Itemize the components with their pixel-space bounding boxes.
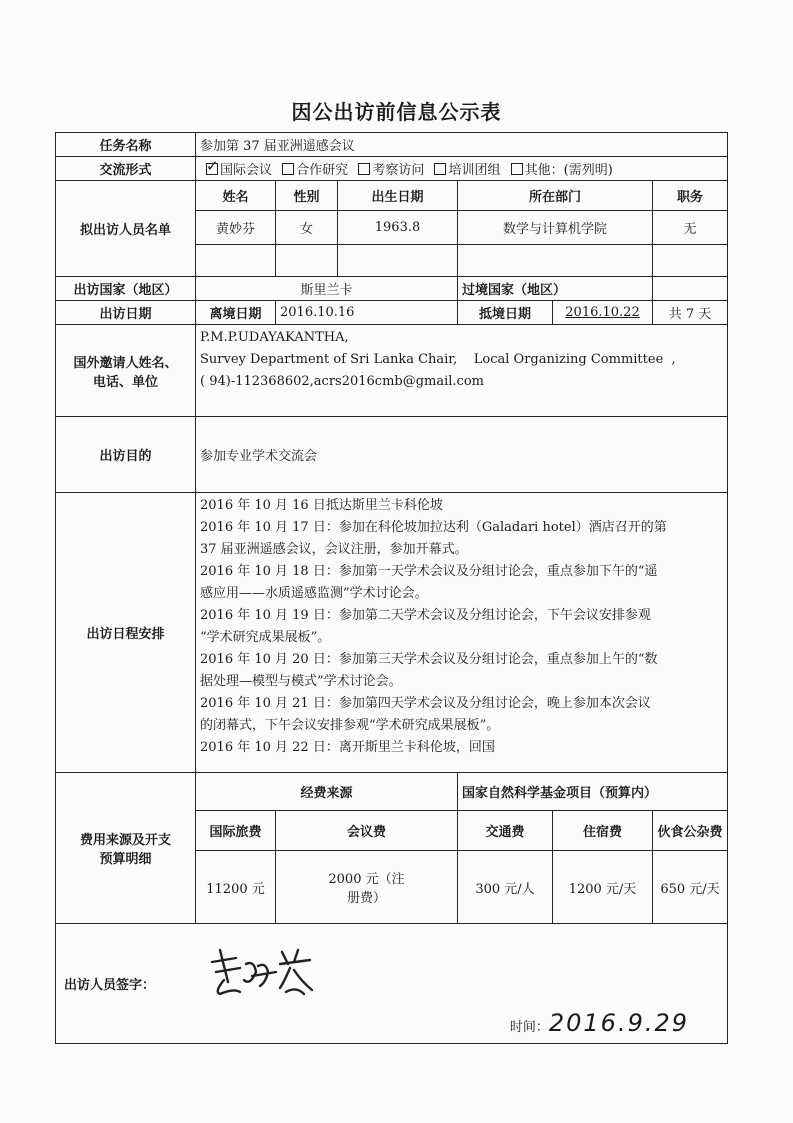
checkbox-icon[interactable]	[511, 163, 523, 175]
depart-value: 2016.10.16	[276, 301, 458, 325]
transit-label: 过境国家（地区）	[458, 277, 653, 301]
schedule-line: 2016 年 10 月 22 日：离开斯里兰卡科伦坡，回国	[200, 740, 495, 755]
transit-value	[653, 277, 728, 301]
schedule-line: 37 届亚洲遥感会议，会议注册，参加开幕式。	[200, 542, 468, 557]
schedule-line: 感应用——水质遥感监测”学术讨论会。	[200, 586, 428, 601]
source-value: 国家自然科学基金项目（预算内）	[458, 773, 728, 811]
checkbox-icon[interactable]	[434, 163, 446, 175]
schedule-line: 据处理—模型与模式”学术讨论会。	[200, 674, 402, 689]
schedule-line: 2016 年 10 月 16 日抵达斯里兰卡科伦坡	[200, 498, 443, 513]
exchange-options	[196, 157, 728, 181]
inviter-row	[56, 325, 728, 417]
purpose-value: 参加专业学术交流会	[196, 417, 728, 493]
disclosure-form	[55, 132, 728, 1044]
budget-col-conference: 会议费	[276, 811, 458, 851]
dates-label: 出访日期	[56, 301, 196, 325]
arrive-label: 抵境日期	[458, 301, 553, 325]
person-position: 无	[653, 211, 728, 245]
total-days: 共 7 天	[653, 301, 728, 325]
schedule-list	[196, 493, 728, 773]
page-title: 因公出访前信息公示表	[291, 100, 502, 124]
purpose-label: 出访目的	[56, 417, 196, 493]
checkbox-icon[interactable]	[206, 163, 218, 175]
person-birth: 1963.8	[338, 211, 458, 245]
personnel-label: 拟出访人员名单	[56, 181, 196, 277]
task-label: 任务名称	[56, 133, 196, 157]
task-row	[56, 133, 728, 157]
option-training-group[interactable]: 培训团组	[428, 163, 500, 178]
checkbox-icon[interactable]	[282, 163, 294, 175]
inviter-label: 国外邀请人姓名、 电话、单位	[56, 325, 196, 417]
budget-col-travel: 国际旅费	[196, 811, 276, 851]
exchange-label: 交流形式	[56, 157, 196, 181]
budget-meals: 650 元/天	[653, 851, 728, 924]
purpose-row	[56, 417, 728, 493]
source-label: 经费来源	[196, 773, 458, 811]
dates-row	[56, 301, 728, 325]
schedule-line: 2016 年 10 月 18 日：参加第一天学术会议及分组讨论会，重点参加下午的“遥	[200, 564, 658, 579]
signature-cell	[56, 924, 728, 1044]
arrive-value: 2016.10.22	[553, 301, 653, 325]
handwritten-signature	[206, 942, 326, 1004]
col-birth: 出生日期	[338, 181, 458, 211]
signature-row	[56, 924, 728, 1044]
schedule-line: 2016 年 10 月 19 日：参加第二天学术会议及分组讨论会，下午会议安排参观	[200, 608, 651, 623]
task-value: 参加第 37 届亚洲遥感会议	[196, 133, 728, 157]
schedule-line: 2016 年 10 月 17 日：参加在科伦坡加拉达利（Galadari hotel）酒店召开的第	[200, 520, 667, 535]
schedule-line: “学术研究成果展板”。	[200, 630, 331, 645]
col-position: 职务	[653, 181, 728, 211]
budget-label: 费用来源及开支 预算明细	[56, 773, 196, 924]
option-international-conference[interactable]: ✓ 国际会议	[200, 163, 272, 178]
schedule-line: 2016 年 10 月 21 日：参加第四天学术会议及分组讨论会，晚上参加本次会议	[200, 696, 651, 711]
signature-label: 出访人员签字：	[64, 978, 156, 993]
depart-label: 离境日期	[196, 301, 276, 325]
schedule-row	[56, 493, 728, 773]
personnel-header-row	[56, 181, 728, 211]
budget-col-lodging: 住宿费	[553, 811, 653, 851]
option-inspection-visit[interactable]: 考察访问	[352, 163, 424, 178]
col-name: 姓名	[196, 181, 276, 211]
col-department: 所在部门	[458, 181, 653, 211]
budget-col-transport: 交通费	[458, 811, 553, 851]
schedule-label: 出访日程安排	[56, 493, 196, 773]
option-other[interactable]: 其他：(需列明)	[505, 163, 613, 178]
country-label: 出访国家（地区）	[56, 277, 196, 301]
country-row	[56, 277, 728, 301]
country-value: 斯里兰卡	[196, 277, 458, 301]
inviter-info: P.M.P.UDAYAKANTHA, Survey Department of Sri Lanka Chair, Local Organizing Committee , ( 94)-112368602,acrs2016cmb@gmail.com	[196, 325, 728, 417]
signature-time: 时间：2016.9.29	[509, 1009, 690, 1037]
schedule-line: 2016 年 10 月 20 日：参加第三天学术会议及分组讨论会，重点参加上午的“数	[200, 652, 658, 667]
person-name: 黄妙芬	[196, 211, 276, 245]
budget-lodging: 1200 元/天	[553, 851, 653, 924]
budget-conference: 2000 元（注 册费）	[276, 851, 458, 924]
budget-col-meals: 伙食公杂费	[653, 811, 728, 851]
signature-date: 2016.9.29	[548, 1009, 690, 1037]
schedule-line: 的闭幕式，下午会议安排参观“学术研究成果展板”。	[200, 718, 500, 733]
person-gender: 女	[276, 211, 338, 245]
col-gender: 性别	[276, 181, 338, 211]
person-department: 数学与计算机学院	[458, 211, 653, 245]
budget-travel: 11200 元	[196, 851, 276, 924]
budget-transport: 300 元/人	[458, 851, 553, 924]
exchange-row	[56, 157, 728, 181]
budget-source-row	[56, 773, 728, 811]
option-joint-research[interactable]: 合作研究	[276, 163, 348, 178]
checkbox-icon[interactable]	[358, 163, 370, 175]
